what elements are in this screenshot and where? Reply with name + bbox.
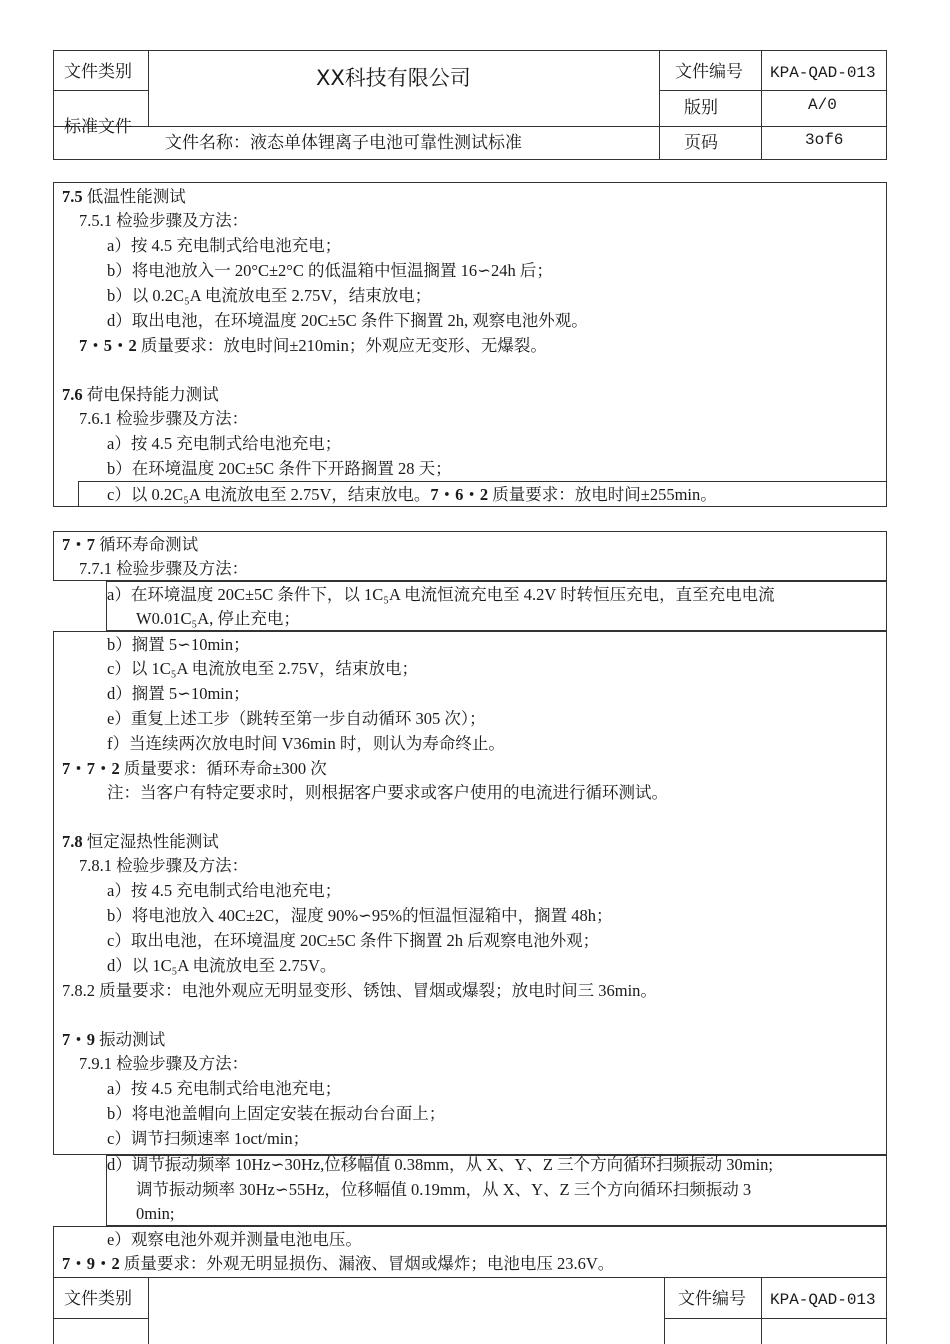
note-line: 注：当客户有特定要求时，则根据客户要求或客户使用的电流进行循环测试。 bbox=[107, 783, 668, 802]
text-line: 7.8.1 检验步骤及方法： bbox=[79, 856, 249, 875]
text-line: 7.6.1 检验步骤及方法： bbox=[79, 409, 249, 428]
page-number: 3of6 bbox=[805, 131, 844, 149]
footer-doc-no-label: 文件编号 bbox=[678, 1289, 746, 1308]
heading-7-7: 7・7 循环寿命测试 bbox=[62, 535, 199, 554]
version: A/0 bbox=[808, 96, 837, 114]
text-line: a）按 4.5 充电制式给电池充电； bbox=[107, 881, 342, 900]
text-line: d）以 1C₅A 电流放电至 2.75V。 bbox=[107, 956, 337, 975]
text-line: 调节振动频率 30Hz∽55Hz，位移幅值 0.19mm，从 X、Y、Z 三个方向循环扫频振动 3 bbox=[136, 1180, 752, 1199]
text-line: d）调节振动频率 10Hz∽30Hz,位移幅值 0.38mm，从 X、Y、Z 三个方向循环扫频振动 30min; bbox=[107, 1155, 774, 1174]
text-line: 7.9.1 检验步骤及方法： bbox=[79, 1054, 249, 1073]
footer-doc-no: KPA-QAD-013 bbox=[770, 1291, 876, 1309]
text-line: a）在环境温度 20C±5C 条件下，以 1C₅A 电流恒流充电至 4.2V 时转恒压充电，直至充电电流 bbox=[107, 585, 775, 604]
text-line: b）以 0.2C₅A 电流放电至 2.75V，结束放电； bbox=[107, 286, 432, 305]
text-line: a）按 4.5 充电制式给电池充电； bbox=[107, 1079, 342, 1098]
requirement-7-5-2: 7・5・2 质量要求：放电时间±210min；外观应无变形、无爆裂。 bbox=[79, 336, 547, 355]
page-label: 页码 bbox=[684, 133, 718, 152]
text-line: f）当连续两次放电时间 V36min 时，则认为寿命终止。 bbox=[107, 734, 505, 753]
requirement-7-6-2: c）以 0.2C₅A 电流放电至 2.75V，结束放电。7・6・2 质量要求：放电时间±255min。 bbox=[107, 485, 717, 504]
heading-7-5: 7.5 低温性能测试 bbox=[62, 187, 186, 206]
doc-name: 文件名称：液态单体锂离子电池可靠性测试标准 bbox=[165, 133, 522, 152]
text-line: b）将电池放入 40C±2C，湿度 90%∽95%的恒温恒湿箱中，搁置 48h； bbox=[107, 906, 613, 925]
requirement-7-7-2: 7・7・2 质量要求：循环寿命±300 次 bbox=[62, 759, 327, 778]
heading-7-8: 7.8 恒定湿热性能测试 bbox=[62, 832, 219, 851]
text-line: e）观察电池外观并测量电池电压。 bbox=[107, 1230, 362, 1249]
standard-doc-label: 标准文件 bbox=[64, 117, 132, 136]
doc-no-label: 文件编号 bbox=[675, 62, 743, 81]
text-line: b）在环境温度 20C±5C 条件下开路搁置 28 天； bbox=[107, 459, 452, 478]
text-line: c）以 1C₅A 电流放电至 2.75V，结束放电； bbox=[107, 659, 419, 678]
requirement-7-8-2: 7.8.2 质量要求：电池外观应无明显变形、锈蚀、冒烟或爆裂；放电时间三 36min。 bbox=[62, 981, 657, 1000]
text-line: W0.01C₅A, 停止充电； bbox=[136, 609, 300, 628]
text-line: b）将电池盖帽向上固定安装在振动台台面上； bbox=[107, 1104, 446, 1123]
text-line: c）调节扫频速率 1oct/min； bbox=[107, 1129, 310, 1148]
version-label: 版别 bbox=[684, 98, 718, 117]
footer-doc-category-label: 文件类别 bbox=[64, 1289, 132, 1308]
heading-7-6: 7.6 荷电保持能力测试 bbox=[62, 385, 219, 404]
text-line: e）重复上述工步（跳转至第一步自动循环 305 次）； bbox=[107, 709, 486, 728]
text-line: a）按 4.5 充电制式给电池充电； bbox=[107, 236, 342, 255]
requirement-7-9-2: 7・9・2 质量要求：外观无明显损伤、漏液、冒烟或爆炸；电池电压 23.6V。 bbox=[62, 1254, 615, 1273]
text-line: a）按 4.5 充电制式给电池充电； bbox=[107, 434, 342, 453]
text-line: d）搁置 5∽10min； bbox=[107, 684, 250, 703]
doc-category-label: 文件类别 bbox=[64, 62, 132, 81]
text-line: d）取出电池，在环境温度 20C±5C 条件下搁置 2h, 观察电池外观。 bbox=[107, 311, 588, 330]
doc-no: KPA-QAD-013 bbox=[770, 64, 876, 82]
heading-7-9: 7・9 振动测试 bbox=[62, 1030, 166, 1049]
text-line: b）将电池放入一 20°C±2°C 的低温箱中恒温搁置 16∽24h 后； bbox=[107, 261, 553, 280]
company-name: XX科技有限公司 bbox=[316, 66, 471, 90]
text-line: 0min; bbox=[136, 1204, 175, 1223]
text-line: c）取出电池，在环境温度 20C±5C 条件下搁置 2h 后观察电池外观； bbox=[107, 931, 600, 950]
text-line: 7.5.1 检验步骤及方法： bbox=[79, 211, 249, 230]
text-line: b）搁置 5∽10min； bbox=[107, 635, 250, 654]
text-line: 7.7.1 检验步骤及方法： bbox=[79, 559, 249, 578]
